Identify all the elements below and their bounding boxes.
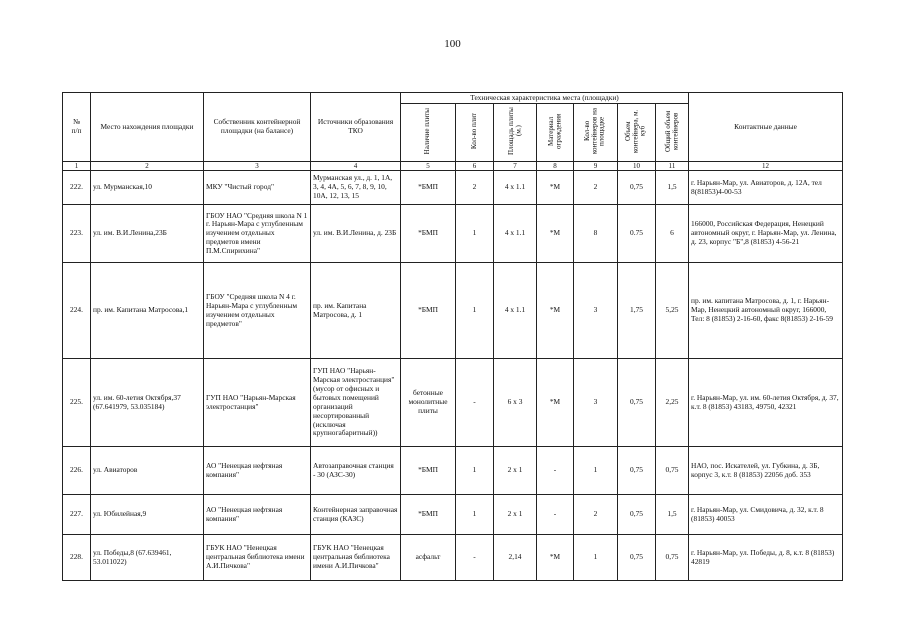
column-index: 4: [311, 161, 401, 170]
cell-area: 2 х 1: [494, 495, 537, 535]
cell-contacts: г. Нарьян-Мар, ул. им. 60-летия Октября, д. 37, к.т. 8 (81853) 43183, 49750, 42321: [689, 359, 843, 447]
cell-contacts: НАО, пос. Искателей, ул. Губкина, д. 3Б, корпус 3, к.т. 8 (81853) 22056 доб. 353: [689, 447, 843, 495]
cell-place: ул. Мурманская,10: [91, 171, 204, 205]
cell-num: 222.: [63, 171, 91, 205]
cell-place: ул. Юбилейная,9: [91, 495, 204, 535]
column-index: 6: [456, 161, 494, 170]
header-tech-col: Площадь плиты (м.): [494, 104, 537, 162]
table-row: [63, 535, 843, 581]
cell-plate: *БМП: [401, 495, 456, 535]
cell-plates-count: 1: [456, 495, 494, 535]
cell-containers: 2: [574, 495, 618, 535]
cell-sources: Мурманская ул., д. 1, 1А, 3, 4, 4А, 5, 6, 7, 8, 9, 10, 10А, 12, 13, 15: [311, 171, 401, 205]
cell-volume: 0.75: [618, 205, 656, 263]
cell-containers: 2: [574, 171, 618, 205]
registry-table: [62, 92, 843, 581]
cell-containers: 8: [574, 205, 618, 263]
cell-total: 1,5: [656, 171, 689, 205]
header-tech-col: Общий объем контейнеров: [656, 104, 689, 162]
cell-sources: ГБУК НАО "Ненецкая центральная библиотека имени А.И.Пичкова": [311, 535, 401, 581]
cell-containers: 1: [574, 535, 618, 581]
column-index: 11: [656, 161, 689, 170]
table-row: [63, 263, 843, 359]
cell-containers: 1: [574, 447, 618, 495]
cell-num: 224.: [63, 263, 91, 359]
column-index: 8: [537, 161, 574, 170]
cell-volume: 0,75: [618, 495, 656, 535]
cell-total: 0,75: [656, 535, 689, 581]
cell-area: 6 х 3: [494, 359, 537, 447]
header-tech-col: Кол-во контейнеров на площадке: [574, 104, 618, 162]
cell-volume: 0,75: [618, 447, 656, 495]
cell-place: ул. им. В.И.Ленина,23Б: [91, 205, 204, 263]
cell-owner: МКУ "Чистый город": [204, 171, 311, 205]
cell-plates-count: -: [456, 535, 494, 581]
cell-plates-count: -: [456, 359, 494, 447]
cell-plate: *БМП: [401, 263, 456, 359]
cell-plates-count: 1: [456, 263, 494, 359]
cell-contacts: г. Нарьян-Мар, ул. Авиаторов, д. 12А, тел 8(81853)4-00-53: [689, 171, 843, 205]
page-number: 100: [444, 38, 461, 50]
cell-num: 228.: [63, 535, 91, 581]
cell-area: 4 х 1.1: [494, 263, 537, 359]
cell-sources: Автозаправочная станция - 30 (АЗС-30): [311, 447, 401, 495]
header-place: Место нахождения площадки: [91, 93, 204, 162]
header-owner: Собственник контейнерной площадки (на балансе): [204, 93, 311, 162]
column-index-row: [63, 161, 843, 170]
header-tech-col: Наличие плиты: [401, 104, 456, 162]
cell-area: 2 х 1: [494, 447, 537, 495]
column-index: 1: [63, 161, 91, 170]
header-tech-col: Материал ограждения: [537, 104, 574, 162]
column-index: 9: [574, 161, 618, 170]
cell-area: 4 х 1.1: [494, 205, 537, 263]
cell-total: 1,5: [656, 495, 689, 535]
cell-sources: пр. им. Капитана Матросова, д. 1: [311, 263, 401, 359]
cell-fence: *М: [537, 171, 574, 205]
cell-sources: Контейнерная заправочная станция (КАЗС): [311, 495, 401, 535]
cell-num: 227.: [63, 495, 91, 535]
cell-place: ул. Авиаторов: [91, 447, 204, 495]
column-index: 10: [618, 161, 656, 170]
header-num: № п/п: [63, 93, 91, 162]
cell-fence: *М: [537, 263, 574, 359]
cell-contacts: г. Нарьян-Мар, ул. Смидовича, д. 32, к.т. 8 (81853) 40053: [689, 495, 843, 535]
cell-plate: *БМП: [401, 205, 456, 263]
cell-place: пр. им. Капитана Матросова,1: [91, 263, 204, 359]
cell-plate: *БМП: [401, 447, 456, 495]
cell-area: 4 х 1.1: [494, 171, 537, 205]
cell-contacts: 166000, Российская Федерация, Ненецкий автономный округ, г. Нарьян-Мар, ул. Ленина, д. 23, корпус "Б",8 (81853) 4-56-21: [689, 205, 843, 263]
column-index: 2: [91, 161, 204, 170]
table-row: [63, 171, 843, 205]
table-row: [63, 359, 843, 447]
cell-plate: бетонные монолитные плиты: [401, 359, 456, 447]
cell-volume: 0,75: [618, 535, 656, 581]
table-row: [63, 447, 843, 495]
cell-total: 2,25: [656, 359, 689, 447]
cell-sources: ГУП НАО "Нарьян-Марская электростанция" (мусор от офисных и бытовых помещений организаций несортированный (исключая крупногабаритный)): [311, 359, 401, 447]
cell-sources: ул. им. В.И.Ленина, д. 23Б: [311, 205, 401, 263]
column-index: 3: [204, 161, 311, 170]
cell-total: 6: [656, 205, 689, 263]
column-index: 7: [494, 161, 537, 170]
header-tech-col: Кол-во плит: [456, 104, 494, 162]
cell-plates-count: 1: [456, 205, 494, 263]
cell-contacts: г. Нарьян-Мар, ул. Победы, д. 8, к.т. 8 (81853) 42819: [689, 535, 843, 581]
table-row: [63, 205, 843, 263]
cell-fence: *М: [537, 205, 574, 263]
cell-plates-count: 1: [456, 447, 494, 495]
cell-fence: *М: [537, 359, 574, 447]
cell-total: 0,75: [656, 447, 689, 495]
cell-plate: асфальт: [401, 535, 456, 581]
cell-place: ул. Победы,8 (67.639461, 53.011022): [91, 535, 204, 581]
cell-plate: *БМП: [401, 171, 456, 205]
cell-area: 2,14: [494, 535, 537, 581]
cell-owner: ГУП НАО "Нарьян-Марская электростанция": [204, 359, 311, 447]
cell-owner: ГБУК НАО "Ненецкая центральная библиотека имени А.И.Пичкова": [204, 535, 311, 581]
cell-volume: 0,75: [618, 171, 656, 205]
cell-owner: АО "Ненецкая нефтяная компания": [204, 447, 311, 495]
header-tech: Техническая характеристика места (площадки): [401, 93, 689, 104]
cell-fence: -: [537, 447, 574, 495]
cell-containers: 3: [574, 359, 618, 447]
column-index: 12: [689, 161, 843, 170]
header-contacts: Контактные данные: [689, 93, 843, 162]
table-row: [63, 495, 843, 535]
cell-fence: -: [537, 495, 574, 535]
cell-num: 226.: [63, 447, 91, 495]
cell-plates-count: 2: [456, 171, 494, 205]
cell-total: 5,25: [656, 263, 689, 359]
cell-num: 223.: [63, 205, 91, 263]
cell-place: ул. им. 60-летия Октября,37 (67.641979, 53.035184): [91, 359, 204, 447]
cell-owner: АО "Ненецкая нефтяная компания": [204, 495, 311, 535]
cell-fence: *М: [537, 535, 574, 581]
cell-containers: 3: [574, 263, 618, 359]
cell-volume: 0,75: [618, 359, 656, 447]
cell-owner: ГБОУ "Средняя школа N 4 г. Нарьян-Мара с углубленным изучением отдельных предметов": [204, 263, 311, 359]
cell-contacts: пр. им. капитана Матросова, д. 1, г. Нарьян-Мар, Ненецкий автономный округ, 166000, Тел: 8 (81853) 2-16-60, факс 8(81853) 2-16-59: [689, 263, 843, 359]
cell-volume: 1,75: [618, 263, 656, 359]
cell-num: 225.: [63, 359, 91, 447]
cell-owner: ГБОУ НАО "Средняя школа N 1 г. Нарьян-Мара с углубленным изучением отдельных предметов имени П.М.Спирихина": [204, 205, 311, 263]
header-tech-col: Объем контейнера, м. куб: [618, 104, 656, 162]
header-sources: Источники образования ТКО: [311, 93, 401, 162]
column-index: 5: [401, 161, 456, 170]
